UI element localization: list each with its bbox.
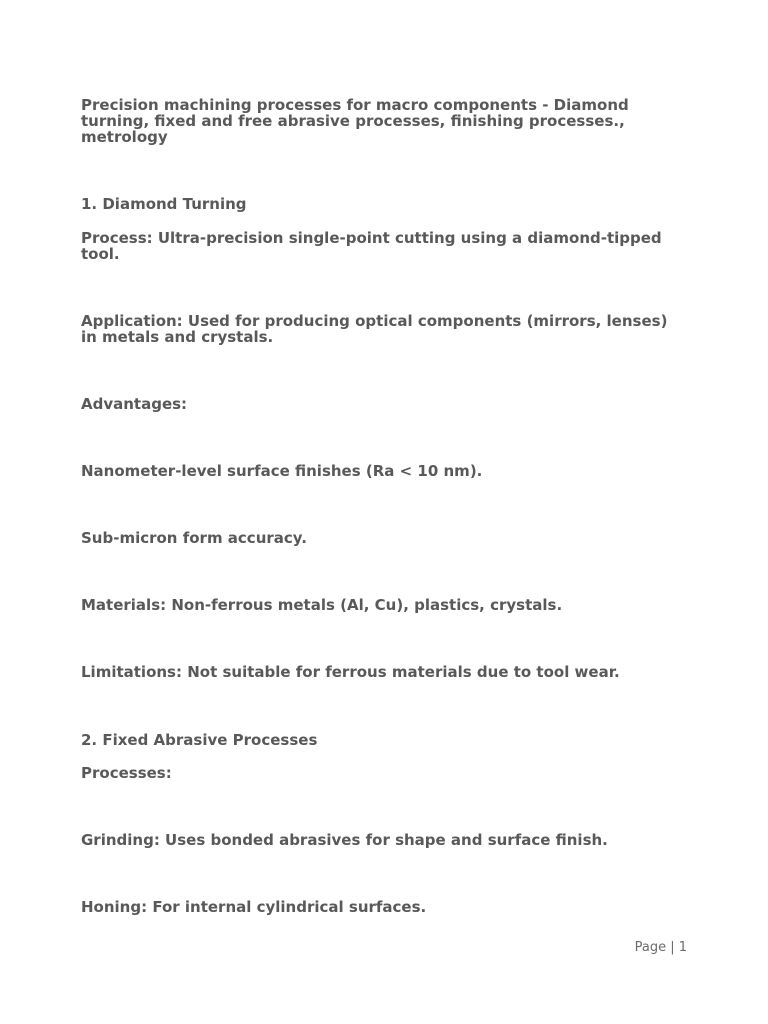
diamond-turning-application: Application: Used for producing optical components (mirrors, lenses) in metals and crystals. bbox=[81, 312, 668, 346]
section-heading-diamond-turning: 1. Diamond Turning bbox=[81, 195, 247, 213]
diamond-turning-materials: Materials: Non-ferrous metals (Al, Cu), plastics, crystals. bbox=[81, 596, 563, 614]
diamond-turning-process: Process: Ultra-precision single-point cutting using a diamond-tipped tool. bbox=[81, 229, 662, 263]
processes-label: Processes: bbox=[81, 764, 172, 782]
process-honing: Honing: For internal cylindrical surfaces. bbox=[81, 898, 427, 916]
page-number-footer: Page | 1 bbox=[634, 940, 687, 955]
advantage-form-accuracy: Sub-micron form accuracy. bbox=[81, 529, 307, 547]
diamond-turning-limitations: Limitations: Not suitable for ferrous materials due to tool wear. bbox=[81, 663, 620, 681]
section-heading-fixed-abrasive: 2. Fixed Abrasive Processes bbox=[81, 731, 318, 749]
advantage-surface-finish: Nanometer-level surface finishes (Ra < 10 nm). bbox=[81, 462, 483, 480]
process-grinding: Grinding: Uses bonded abrasives for shape and surface finish. bbox=[81, 831, 608, 849]
advantages-label: Advantages: bbox=[81, 395, 188, 413]
document-title: Precision machining processes for macro components - Diamond turning, fixed and free abrasive processes, finishing processes., metrology bbox=[81, 96, 629, 146]
